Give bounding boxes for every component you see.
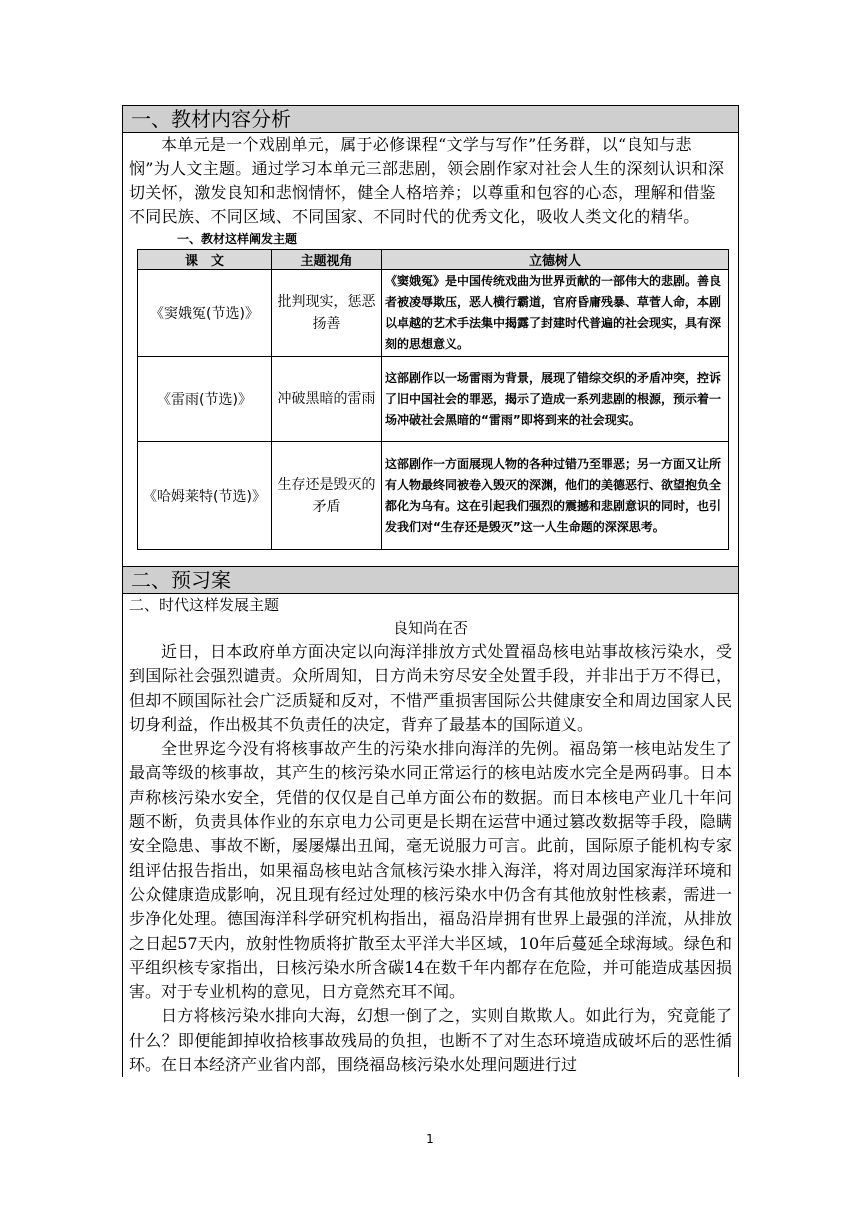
table-header: 立德树人 bbox=[382, 250, 729, 270]
table-cell-text: 《哈姆莱特(节选)》 bbox=[138, 442, 272, 550]
table-row bbox=[138, 442, 729, 550]
section2-heading: 二、预习案 bbox=[123, 567, 738, 594]
table-cell-text: 《雷雨(节选)》 bbox=[138, 357, 272, 442]
document-page bbox=[122, 105, 739, 1077]
table-cell-view: 冲破黑暗的雷雨 bbox=[272, 357, 382, 442]
section2-body bbox=[123, 594, 738, 1077]
document-frame bbox=[122, 105, 739, 1077]
table-header-row bbox=[138, 250, 729, 270]
article-paragraph: 全世界迄今没有将核事故产生的污染水排向海洋的先例。福岛第一核电站发生了最高等级的核事故，其产生的核污染水同正常运行的核电站废水完全是两码事。日本声称核污染水安全，凭借的仅仅是自己单方面公布的数据。而日本核电产业几十年问题不断，负责具体作业的东京电力公司更是长期在运营中通过篡改数据等手段，隐瞒安全隐患、事故不断，屡屡爆出丑闻，毫无说服力可言。此前，国际原子能机构专家组评估报告指出，如果福岛核电站含氚核污染水排入海洋，将对周边国家海洋环境和公众健康造成影响，况且现有经过处理的核污染水中仍含有其他放射性核素，需进一步净化处理。德国海洋科学研究机构指出，福岛沿岸拥有世界上最强的洋流，从排放之日起57天内，放射性物质将扩散至太平洋大半区域，10年后蔓延全球海域。绿色和平组织核专家指出，日核污染水所含碳14在数千年内都存在危险，并可能造成基因损害。对于专业机构的意见，日方竟然充耳不闻。 bbox=[129, 739, 732, 1002]
article-title: 良知尚在否 bbox=[392, 619, 468, 637]
section1-body bbox=[123, 133, 738, 550]
section1-intro: 本单元是一个戏剧单元，属于必修课程“文学与写作”任务群，以“良知与悲悯”为人文主题。通过学习本单元三部悲剧，领会剧作家对社会人生的深刻认识和深切关怀，激发良知和悲悯情怀，健全人格培养；以尊重和包容的心态，理解和借鉴不同民族、不同区域、不同国家、不同时代的优秀文化，吸收人类文化的精华。 bbox=[129, 135, 725, 226]
table-header: 主题视角 bbox=[272, 250, 382, 270]
article-paragraph: 日方将核污染水排向大海，幻想一倒了之，实则自欺欺人。如此行为，究竟能了什么？即便能卸掉收拾核事故残局的负担，也断不了对生态环境造成破坏后的恶性循环。在日本经济产业省内部，围绕福岛核污染水处理问题进行过 bbox=[129, 1006, 732, 1075]
table-cell-desc: 这部剧作一方面展现人物的各种过错乃至罪恶；另一方面又让所有人物最终同被卷入毁灭的深渊，他们的美德恶行、欲望抱负全都化为乌有。这在引起我们强烈的震撼和悲剧意识的同时，也引发我们对“生存还是毁灭”这一人生命题的深深思考。 bbox=[382, 442, 729, 550]
table-row bbox=[138, 357, 729, 442]
table-cell-view: 生存还是毁灭的矛盾 bbox=[272, 442, 382, 550]
table-header: 课 文 bbox=[138, 250, 272, 270]
table-cell-desc: 《窦娥冤》是中国传统戏曲为世界贡献的一部伟大的悲剧。善良者被凌辱欺压，恶人横行霸道，官府昏庸残暴、草菅人命，本剧以卓越的艺术手法集中揭露了封建时代普遍的社会现实，具有深刻的思想意义。 bbox=[382, 270, 729, 357]
table-row bbox=[138, 270, 729, 357]
section2-subheading: 二、时代这样发展主题 bbox=[129, 596, 280, 614]
table-cell-desc: 这部剧作以一场雷雨为背景，展现了错综交织的矛盾冲突，控诉了旧中国社会的罪恶，揭示了造成一系列悲剧的根源，预示着一场冲破社会黑暗的“雷雨”即将到来的社会现实。 bbox=[382, 357, 729, 442]
section-spacer bbox=[123, 550, 738, 567]
table-title: 一、教材这样阐发主题 bbox=[177, 232, 298, 246]
theme-table bbox=[137, 249, 729, 550]
table-cell-view: 批判现实，惩恶扬善 bbox=[272, 270, 382, 357]
article-paragraph: 近日，日本政府单方面决定以向海洋排放方式处置福岛核电站事故核污染水，受到国际社会强烈谴责。众所周知，日方尚未穷尽安全处置手段，并非出于万不得已，但却不顾国际社会广泛质疑和反对，不惜严重损害国际公共健康安全和周边国家人民切身利益，作出极其不负责任的决定，背弃了最基本的国际道义。 bbox=[129, 642, 732, 734]
table-cell-text: 《窦娥冤(节选)》 bbox=[138, 270, 272, 357]
section1-heading: 一、教材内容分析 bbox=[123, 106, 738, 133]
page-number: 1 bbox=[426, 1132, 434, 1146]
